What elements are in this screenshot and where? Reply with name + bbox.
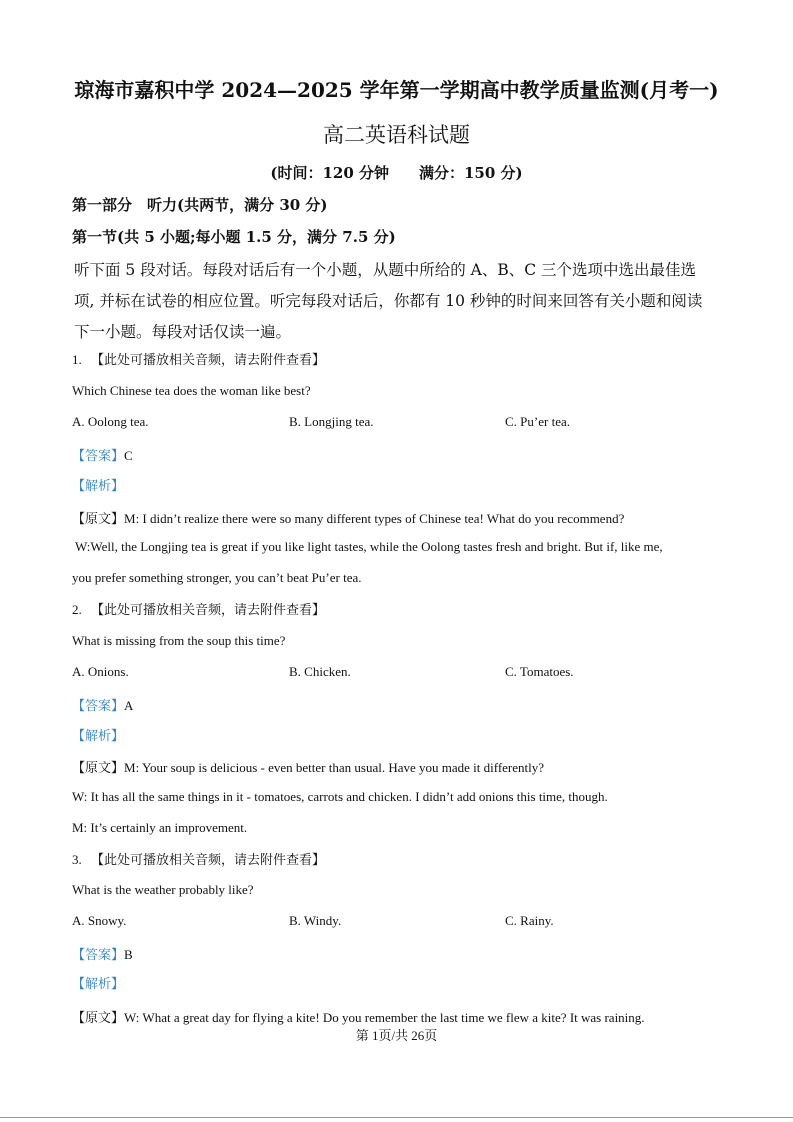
- option-b: B. Longjing tea.: [289, 414, 374, 429]
- question-audio-line: [72, 599, 325, 618]
- answer-tag: 【答案】: [72, 448, 125, 463]
- section-heading: 第一节(共 5 小题;每小题 1.5 分，满分 7.5 分): [72, 228, 396, 246]
- question-number: 3.: [72, 852, 82, 867]
- transcript-line: W:Well, the Longjing tea is great if you like light tastes, while the Oolong tastes fresh and bright. But if, like me,: [75, 539, 663, 554]
- question-number: 2.: [72, 602, 82, 617]
- question-number: 1.: [72, 352, 82, 367]
- answer-line: [72, 944, 133, 963]
- exam-title: 琼海市嘉积中学 2024—2025 学年第一学期高中教学质量监测(月考一): [74, 78, 719, 102]
- question-text: What is the weather probably like?: [72, 882, 254, 897]
- transcript-line: [72, 757, 544, 776]
- option-c: C. Tomatoes.: [505, 664, 574, 679]
- question-text: What is missing from the soup this time?: [72, 633, 286, 648]
- question-text: Which Chinese tea does the woman like best?: [72, 383, 311, 398]
- option-a: A. Onions.: [72, 664, 129, 679]
- transcript-line: [72, 1007, 645, 1026]
- page-footer: 第 1页/共 26页: [355, 1028, 438, 1043]
- transcript-text: M: Your soup is delicious - even better than usual. Have you made it differently?: [124, 760, 545, 775]
- analysis-tag: 【解析】: [72, 478, 125, 493]
- audio-note: 【此处可播放相关音频，请去附件查看】: [91, 852, 326, 867]
- answer-value: A: [124, 698, 134, 713]
- original-tag: 【原文】: [72, 760, 125, 775]
- original-tag: 【原文】: [72, 511, 125, 526]
- transcript-line: M: It’s certainly an improvement.: [72, 820, 248, 835]
- exam-meta: (时间：120 分钟 满分：150 分): [270, 164, 523, 182]
- option-a: A. Oolong tea.: [72, 414, 149, 429]
- instruction-line: 项, 并标在试卷的相应位置。听完每段对话后，你都有 10 秒钟的时间来回答有关小题和阅读: [74, 292, 703, 310]
- answer-tag: 【答案】: [72, 947, 125, 962]
- analysis-tag: 【解析】: [72, 976, 125, 991]
- transcript-line: you prefer something stronger, you can’t beat Pu’er tea.: [72, 570, 362, 585]
- audio-note: 【此处可播放相关音频，请去附件查看】: [91, 352, 326, 367]
- transcript-text: W: What a great day for flying a kite! Do you remember the last time we flew a kite? It was raining.: [124, 1010, 645, 1025]
- answer-value: B: [124, 947, 133, 962]
- bottom-divider: [0, 1117, 793, 1118]
- option-b: B. Windy.: [289, 913, 342, 928]
- answer-line: [72, 445, 133, 464]
- answer-value: C: [124, 448, 133, 463]
- audio-note: 【此处可播放相关音频，请去附件查看】: [91, 602, 326, 617]
- transcript-line: W: It has all the same things in it - tomatoes, carrots and chicken. I didn’t add onions this time, though.: [72, 789, 608, 804]
- option-b: B. Chicken.: [289, 664, 351, 679]
- analysis-tag: 【解析】: [72, 728, 125, 743]
- transcript-text: M: I didn’t realize there were so many different types of Chinese tea! What do you recommend?: [124, 511, 625, 526]
- question-audio-line: [72, 849, 325, 868]
- answer-line: [72, 695, 133, 714]
- instruction-line: 听下面 5 段对话。每段对话后有一个小题，从题中所给的 A、B、C 三个选项中选出最佳选: [74, 261, 697, 279]
- original-tag: 【原文】: [72, 1010, 125, 1025]
- question-audio-line: [72, 349, 325, 368]
- instruction-line: 下一小题。每段对话仅读一遍。: [74, 323, 292, 341]
- option-c: C. Pu’er tea.: [505, 414, 570, 429]
- exam-subtitle: 高二英语科试题: [323, 123, 470, 147]
- transcript-line: [72, 508, 624, 527]
- answer-tag: 【答案】: [72, 698, 125, 713]
- option-c: C. Rainy.: [505, 913, 554, 928]
- option-a: A. Snowy.: [72, 913, 127, 928]
- part-heading: 第一部分 听力(共两节，满分 30 分): [72, 196, 328, 214]
